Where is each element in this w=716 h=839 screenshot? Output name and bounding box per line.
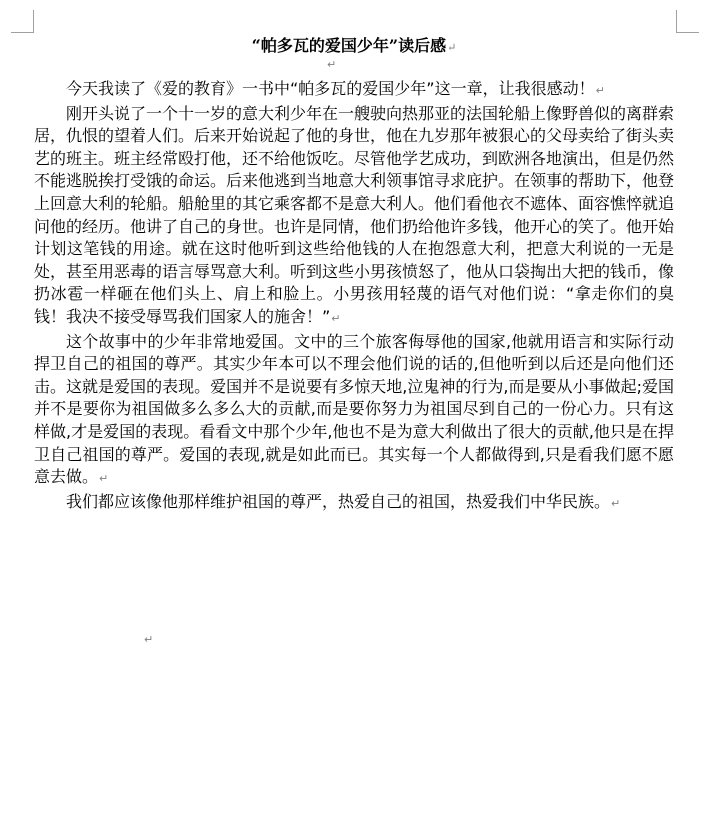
document-title-text: “帕多瓦的爱国少年”读后感 [251, 36, 447, 55]
paragraph-mark-icon: ↵ [611, 496, 621, 510]
paragraph-text: 刚开头说了一个十一岁的意大利少年在一艘驶向热那亚的法国轮船上像野兽似的离群索居，仇恨的望着人们。后来开始说起了他的身世，他在九岁那年被狠心的父母卖给了街头卖艺的班主。班主经常殴打他，还不给他饭吃。尽管他学艺成功，到欧洲各地演出，但是仍然不能逃脱挨打受饿的命运。后来他逃到当地意大利领事馆寻求庇护。在领事的帮助下，他登上回意大利的轮船。船舱里的其它乘客都不是意大利人。他们看他衣不遮体、面容憔悴就追问他的经历。他讲了自己的身世。也许是同情，他们扔给他许多钱，他开心的笑了。他开始计划这笔钱的用途。就在这时他听到这些给他钱的人在抱怨意大利，把意大利说的一无是处，甚至用恶毒的语言辱骂意大利。听到这些小男孩愤怒了，他从口袋掏出大把的钱币，像扔冰雹一样砸在他们头上、肩上和脸上。小男孩用轻蔑的语气对他们说：“拿走你们的臭钱！我决不接受辱骂我们国家人的施舍！” [34, 103, 675, 326]
paragraph-story [34, 103, 674, 331]
document-body[interactable] [34, 36, 674, 515]
document-title [34, 36, 674, 56]
paragraph-mark-icon: ↵ [331, 311, 341, 325]
empty-line [34, 56, 674, 78]
paragraph-intro [34, 78, 674, 103]
paragraph-reflection [34, 331, 674, 491]
paragraph-text: 今天我读了《爱的教育》一书中“帕多瓦的爱国少年”这一章，让我很感动！ [66, 79, 595, 98]
paragraph-mark-icon: ↵ [447, 41, 457, 54]
top-right-crop-mark [676, 10, 699, 33]
top-left-crop-mark [11, 10, 34, 33]
paragraph-conclusion [34, 491, 674, 516]
paragraph-mark-icon: ↵ [327, 58, 337, 71]
paragraph-text: 这个故事中的少年非常地爱国。文中的三个旅客侮辱他的国家,他就用语言和实际行动捍卫自己的祖国的尊严。其实少年本可以不理会他们说的话的,但他听到以后还是向他们还击。这就是爱国的表现。爱国并不是说要有多惊天地,泣鬼神的行为,而是要从小事做起;爱国并不是要你为祖国做多么多么大的贡献,而是要你努力为祖国尽到自己的一份心力。只有这样做,才是爱国的表现。看看文中那个少年,他也不是为意大利做出了很大的贡献,他只是在捍卫自己祖国的尊严。爱国的表现,就是如此而已。其实每一个人都做得到,只是看我们愿不愿意去做。 [34, 331, 674, 487]
paragraph-mark-icon: ↵ [99, 472, 109, 486]
trailing-paragraph-mark-icon: ↵ [144, 633, 154, 646]
paragraph-mark-icon: ↵ [595, 84, 605, 97]
paragraph-text: 我们都应该像他那样维护祖国的尊严，热爱自己的祖国，热爱我们中华民族。 [66, 491, 611, 511]
